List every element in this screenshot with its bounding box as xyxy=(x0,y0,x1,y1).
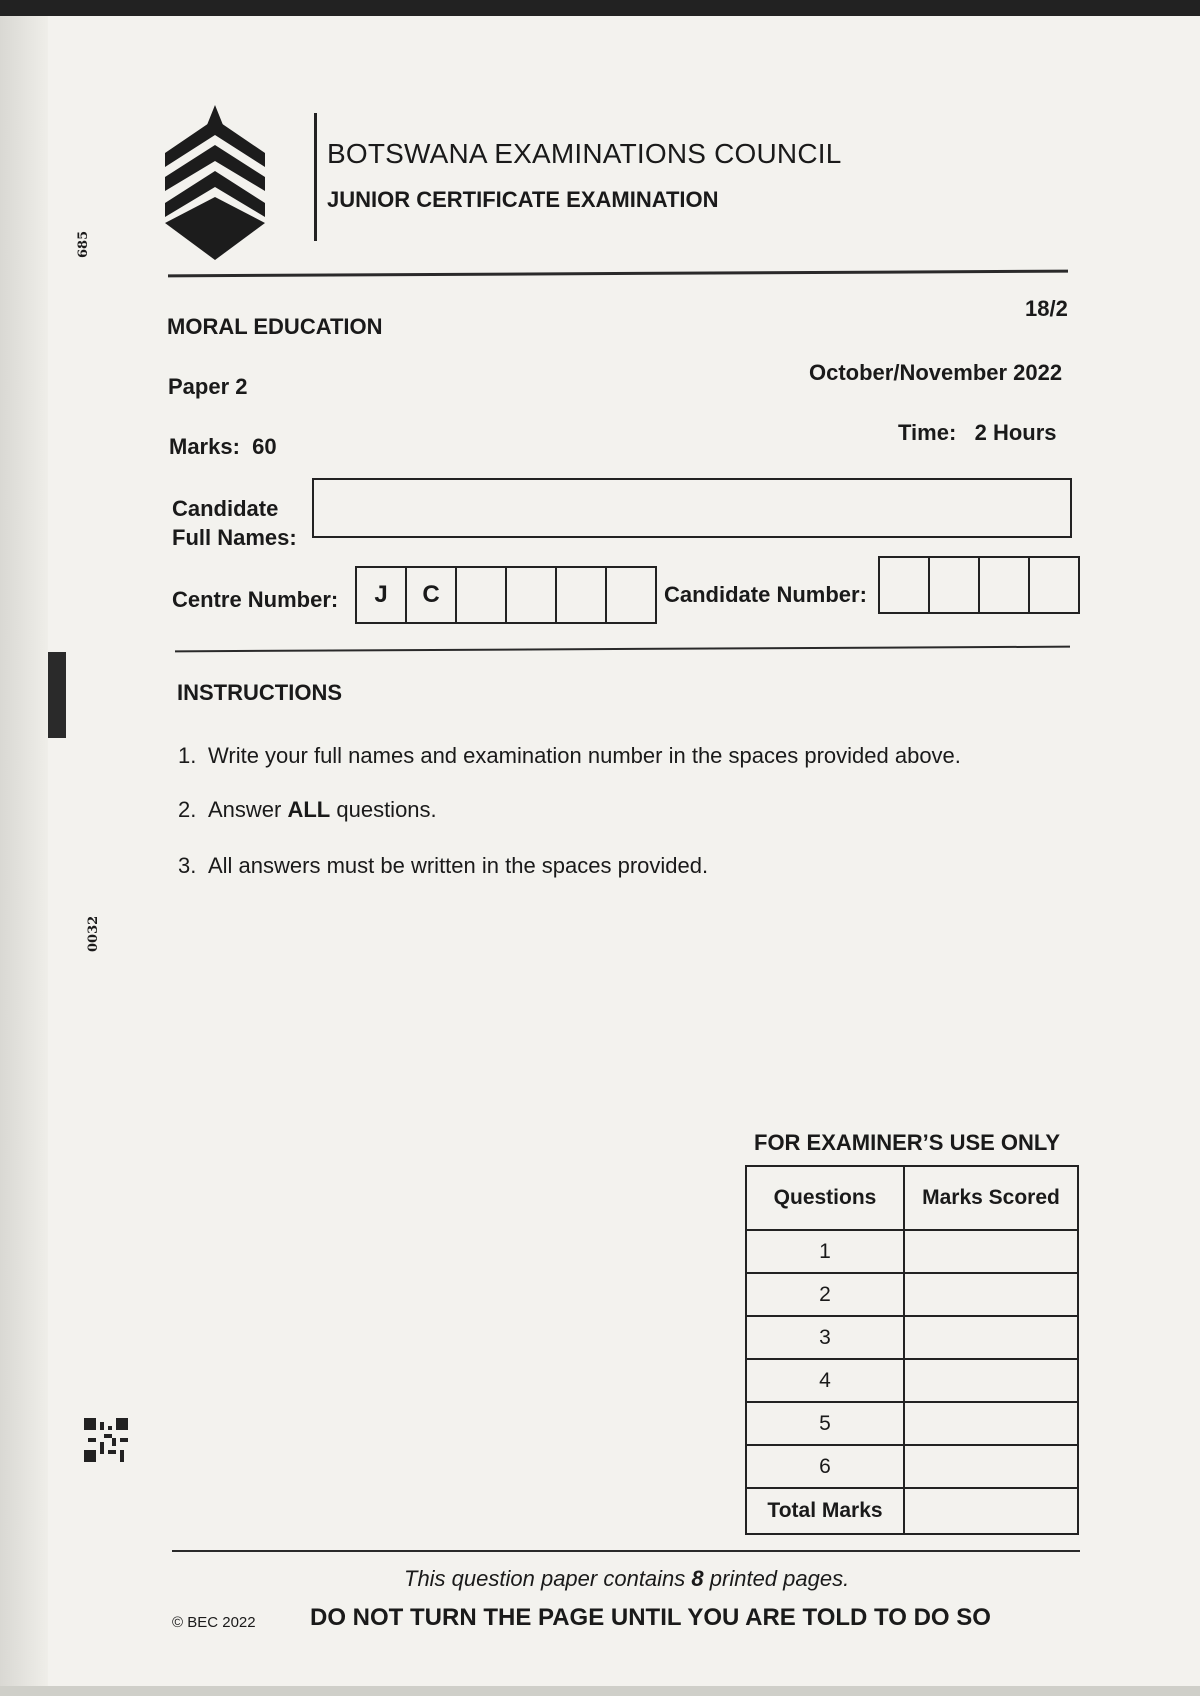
instruction-1 xyxy=(178,743,961,769)
marks-row xyxy=(746,1230,1078,1273)
marks-scored-header: Marks Scored xyxy=(904,1166,1078,1230)
bec-logo xyxy=(165,105,265,260)
question-number: 6 xyxy=(746,1445,904,1488)
subject: MORAL EDUCATION xyxy=(167,314,383,339)
header-divider xyxy=(314,113,317,241)
question-number: 4 xyxy=(746,1359,904,1402)
time-label: Time: xyxy=(898,420,957,445)
instruction-3 xyxy=(178,853,708,879)
question-number: 3 xyxy=(746,1316,904,1359)
instruction-1-text: Write your full names and examination number in the spaces provided above. xyxy=(208,743,961,768)
marks-cell[interactable] xyxy=(904,1359,1078,1402)
instruction-2-emphasis: ALL xyxy=(287,797,331,822)
qr-code-icon xyxy=(84,1418,128,1462)
instruction-2-number: 2. xyxy=(178,797,197,822)
candidate-cell-3[interactable] xyxy=(980,558,1030,612)
total-marks-label: Total Marks xyxy=(746,1488,904,1534)
council-name: BOTSWANA EXAMINATIONS COUNCIL xyxy=(327,138,842,169)
header-rule xyxy=(168,270,1068,278)
scan-top-edge xyxy=(0,0,1200,16)
marks-cell[interactable] xyxy=(904,1230,1078,1273)
centre-number-field[interactable] xyxy=(355,566,657,624)
marks-cell[interactable] xyxy=(904,1445,1078,1488)
candidate-number-field[interactable] xyxy=(878,556,1080,614)
marks-row xyxy=(746,1316,1078,1359)
centre-cell-4[interactable] xyxy=(507,568,557,622)
marks-row xyxy=(746,1402,1078,1445)
candidate-names-label xyxy=(172,494,297,552)
instruction-2-text-pre: Answer xyxy=(208,797,288,822)
marks-value: 60 xyxy=(252,434,277,459)
marks-table-header xyxy=(746,1166,1078,1230)
marks-row xyxy=(746,1273,1078,1316)
details-rule xyxy=(175,646,1070,653)
candidate-names-field[interactable] xyxy=(312,478,1072,538)
question-number: 1 xyxy=(746,1230,904,1273)
centre-cell-1[interactable]: J xyxy=(357,568,407,622)
candidate-names-label-line2: Full Names: xyxy=(172,525,297,550)
centre-cell-5[interactable] xyxy=(557,568,607,622)
instruction-3-text: All answers must be written in the spaces provided. xyxy=(208,853,709,878)
candidate-names-label-line1: Candidate xyxy=(172,496,279,521)
instruction-2 xyxy=(178,797,437,823)
candidate-number-label: Candidate Number: xyxy=(664,582,867,607)
exam-session: October/November 2022 xyxy=(809,360,1063,385)
questions-header: Questions xyxy=(746,1166,904,1230)
page-count-post: printed pages. xyxy=(703,1566,850,1591)
examiner-use-title: FOR EXAMINER’S USE ONLY xyxy=(754,1130,1061,1155)
instruction-1-number: 1. xyxy=(178,743,197,768)
instruction-2-text-post: questions. xyxy=(330,797,437,822)
marks-cell[interactable] xyxy=(904,1316,1078,1359)
candidate-cell-4[interactable] xyxy=(1030,558,1078,612)
marks-cell[interactable] xyxy=(904,1273,1078,1316)
copyright: © BEC 2022 xyxy=(172,1614,256,1631)
instruction-3-number: 3. xyxy=(178,853,197,878)
paper-number: Paper 2 xyxy=(168,374,248,399)
margin-code-middle: 0032 xyxy=(86,915,101,952)
marks-label: Marks: xyxy=(169,434,240,459)
margin-tab-mark xyxy=(48,652,66,738)
centre-cell-6[interactable] xyxy=(607,568,655,622)
exam-name: JUNIOR CERTIFICATE EXAMINATION xyxy=(327,187,719,212)
instructions-heading: INSTRUCTIONS xyxy=(177,680,342,705)
margin-code-top: 685 xyxy=(76,230,91,258)
scan-bottom-edge xyxy=(0,1686,1200,1696)
marks-row xyxy=(746,1445,1078,1488)
candidate-cell-1[interactable] xyxy=(880,558,930,612)
scan-left-edge xyxy=(0,16,48,1696)
footer-rule xyxy=(172,1550,1080,1552)
page-count-note xyxy=(404,1566,849,1592)
page-count-number: 8 xyxy=(691,1566,704,1591)
do-not-turn-warning: DO NOT TURN THE PAGE UNTIL YOU ARE TOLD TO DO SO xyxy=(310,1604,991,1631)
total-marks-cell[interactable] xyxy=(904,1488,1078,1534)
candidate-cell-2[interactable] xyxy=(930,558,980,612)
time-info xyxy=(898,420,1057,446)
marks-info xyxy=(169,434,277,460)
marks-row xyxy=(746,1359,1078,1402)
page-count-pre: This question paper contains xyxy=(404,1566,692,1591)
marks-cell[interactable] xyxy=(904,1402,1078,1445)
total-marks-row xyxy=(746,1488,1078,1534)
paper-code: 18/2 xyxy=(1025,296,1068,321)
centre-number-label: Centre Number: xyxy=(172,587,339,612)
centre-cell-2[interactable]: C xyxy=(407,568,457,622)
centre-cell-3[interactable] xyxy=(457,568,507,622)
question-number: 5 xyxy=(746,1402,904,1445)
examiner-marks-table xyxy=(745,1165,1079,1535)
time-value: 2 Hours xyxy=(974,420,1057,445)
question-number: 2 xyxy=(746,1273,904,1316)
